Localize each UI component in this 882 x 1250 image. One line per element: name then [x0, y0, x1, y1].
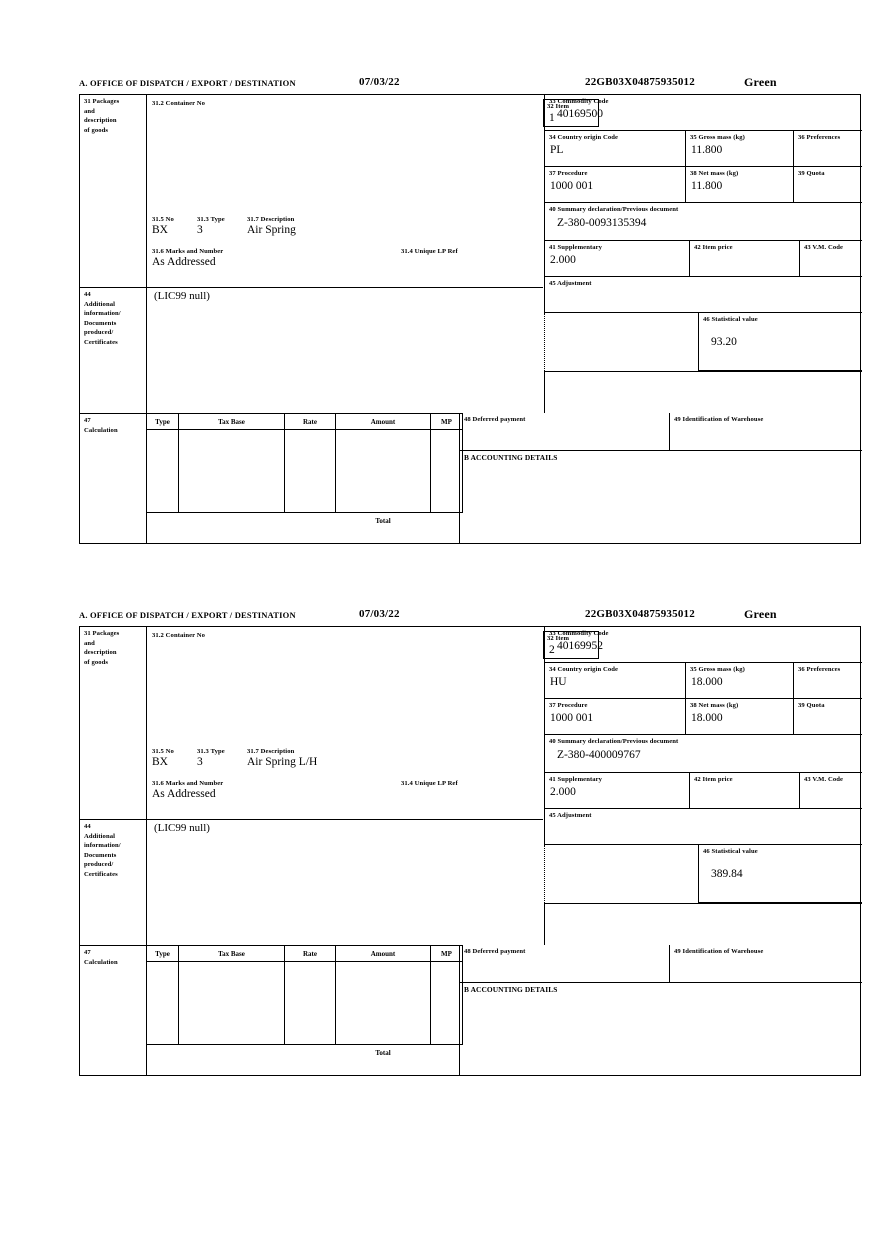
- box41-value: 2.000: [550, 253, 576, 266]
- boxB-label: B ACCOUNTING DETAILS: [464, 453, 558, 462]
- box46-statistical-value: [698, 845, 862, 903]
- box31-type-value: 3: [197, 756, 203, 768]
- box46-left-blank: [544, 313, 698, 371]
- cell-tax-base: [179, 430, 285, 513]
- box37-label: 37 Procedure: [549, 170, 588, 177]
- box49-warehouse-id: [669, 413, 862, 451]
- box45-label: 45 Adjustment: [549, 280, 592, 287]
- box31-description-value: Air Spring: [247, 224, 296, 236]
- box38-label: 38 Net mass (kg): [690, 170, 739, 177]
- box31-container-label: 31.2 Container No: [152, 100, 206, 107]
- col-rate: Rate: [285, 946, 336, 962]
- box33-value: 40169500: [557, 107, 603, 120]
- box42-value: [690, 785, 799, 788]
- box44-value: (LIC99 null): [154, 822, 210, 834]
- box33-label: 33 Commodity Code: [549, 98, 609, 105]
- movement-reference-number: 22GB03X04875935012: [585, 608, 695, 620]
- box45-adjustment: [544, 277, 862, 313]
- box39-quota: [794, 167, 862, 203]
- box35-value: 11.800: [691, 143, 723, 156]
- box37-procedure: [544, 167, 686, 203]
- cell-type: [147, 430, 179, 513]
- box39-quota: [794, 699, 862, 735]
- box33-commodity-code: [544, 95, 862, 131]
- boxB-value: [460, 464, 862, 467]
- box38-label: 38 Net mass (kg): [690, 702, 739, 709]
- box34-value: PL: [550, 143, 564, 156]
- movement-reference-number: 22GB03X04875935012: [585, 76, 695, 88]
- box49-value: [670, 957, 862, 960]
- form-header: [79, 75, 863, 94]
- box31-marks-label: 31.6 Marks and Number: [152, 780, 224, 787]
- box40-label: 40 Summary declaration/Previous document: [549, 206, 679, 213]
- cell-rate: [285, 430, 336, 513]
- box34-country-origin: [544, 131, 686, 167]
- box46-left-rule: [544, 903, 545, 945]
- box32-label: 32 Item: [547, 635, 570, 642]
- box47-calculation-table: [146, 413, 459, 543]
- box47-calculation-table: [146, 945, 459, 1075]
- declaration-date: 07/03/22: [359, 608, 400, 620]
- box32-label: 32 Item: [547, 103, 570, 110]
- boxB-accounting-details: [459, 451, 862, 543]
- table-row: [147, 962, 463, 1045]
- box45-adjustment: [544, 809, 862, 845]
- box46-left-blank: [544, 845, 698, 903]
- box36-label: 36 Preferences: [798, 134, 841, 141]
- box42-item-price: [690, 241, 800, 277]
- box44-label: 44 Additional information/ Documents produced/ Certificates: [80, 819, 146, 945]
- box46-bottom-rule: [544, 371, 862, 372]
- box39-label: 39 Quota: [798, 702, 825, 709]
- box42-label: 42 Item price: [694, 776, 733, 783]
- box41-supplementary: [544, 241, 690, 277]
- box40-label: 40 Summary declaration/Previous document: [549, 738, 679, 745]
- copy-colour-label: Green: [744, 75, 777, 89]
- box49-warehouse-id: [669, 945, 862, 983]
- box31-description-label: 31.7 Description: [247, 748, 295, 755]
- box40-previous-document: [544, 203, 862, 241]
- box45-value: [545, 821, 862, 824]
- box46-dotted-divider: [544, 845, 545, 903]
- box31-label: 31 Packages and description of goods: [84, 98, 120, 134]
- box32-value: 1: [549, 111, 555, 124]
- cell-rate: [285, 962, 336, 1045]
- box31-no-value: BX: [152, 224, 168, 236]
- total-label: Total: [336, 1045, 431, 1062]
- box43-vm-code: [800, 241, 862, 277]
- table-header-row: [147, 414, 463, 430]
- box31-no-label: 31.5 No: [152, 748, 174, 755]
- box43-label: 43 V.M. Code: [804, 244, 844, 251]
- box40-value: Z-380-400009767: [557, 748, 641, 761]
- cell-mp: [431, 430, 463, 513]
- total-blank: [147, 1045, 336, 1062]
- box42-value: [690, 253, 799, 256]
- box40-previous-document: [544, 735, 862, 773]
- box37-procedure: [544, 699, 686, 735]
- box35-value: 18.000: [691, 675, 723, 688]
- box36-value: [794, 675, 862, 678]
- box43-vm-code: [800, 773, 862, 809]
- box41-supplementary: [544, 773, 690, 809]
- table-total-row: [147, 1045, 463, 1062]
- table-header-row: [147, 946, 463, 962]
- box31-marks-value: As Addressed: [152, 788, 216, 800]
- total-value: [431, 1045, 463, 1062]
- box46-bottom-rule: [544, 903, 862, 904]
- box46-label: 46 Statistical value: [703, 316, 758, 323]
- office-of-dispatch-label: A. OFFICE OF DISPATCH / EXPORT / DESTINATION: [79, 610, 296, 620]
- box44-area: [146, 819, 543, 945]
- box41-label: 41 Supplementary: [549, 776, 603, 783]
- box48-value: [460, 957, 669, 960]
- box44-top-rule: [146, 819, 543, 820]
- box31-marks-value: As Addressed: [152, 256, 216, 268]
- box35-gross-mass: [686, 131, 794, 167]
- box31-packages-area: [146, 95, 543, 287]
- box48-value: [460, 425, 669, 428]
- box37-label: 37 Procedure: [549, 702, 588, 709]
- box43-label: 43 V.M. Code: [804, 776, 844, 783]
- table-row: [147, 430, 463, 513]
- cell-mp: [431, 962, 463, 1045]
- form-body: [79, 626, 861, 1076]
- col-type: Type: [147, 946, 179, 962]
- box46-label: 46 Statistical value: [703, 848, 758, 855]
- box43-value: [800, 785, 862, 788]
- box48-deferred-payment: [459, 413, 669, 451]
- box31-marks-label: 31.6 Marks and Number: [152, 248, 224, 255]
- box36-preferences: [794, 663, 862, 699]
- box33-commodity-code: [544, 627, 862, 663]
- cell-amount: [336, 962, 431, 1045]
- box39-value: [794, 711, 862, 714]
- box31-no-value: BX: [152, 756, 168, 768]
- cell-tax-base: [179, 962, 285, 1045]
- box35-label: 35 Gross mass (kg): [690, 666, 745, 673]
- box36-value: [794, 143, 862, 146]
- col-rate: Rate: [285, 414, 336, 430]
- box34-country-origin: [544, 663, 686, 699]
- col-mp: MP: [431, 414, 463, 430]
- box31-description-label: 31.7 Description: [247, 216, 295, 223]
- box33-label: 33 Commodity Code: [549, 630, 609, 637]
- box44-value: (LIC99 null): [154, 290, 210, 302]
- boxB-value: [460, 996, 862, 999]
- col-mp: MP: [431, 946, 463, 962]
- box38-net-mass: [686, 699, 794, 735]
- cell-type: [147, 962, 179, 1045]
- box44-label: 44 Additional information/ Documents produced/ Certificates: [80, 287, 146, 413]
- box46-value: 389.84: [711, 867, 743, 880]
- box45-label: 45 Adjustment: [549, 812, 592, 819]
- box41-value: 2.000: [550, 785, 576, 798]
- box47-label: 47 Calculation: [80, 413, 146, 543]
- box39-label: 39 Quota: [798, 170, 825, 177]
- box31-lp-ref-label: 31.4 Unique LP Ref: [401, 780, 458, 787]
- declaration-date: 07/03/22: [359, 76, 400, 88]
- total-blank: [147, 513, 336, 530]
- col-amount: Amount: [336, 414, 431, 430]
- customs-declaration-form-2: [79, 607, 863, 1076]
- box36-preferences: [794, 131, 862, 167]
- box49-value: [670, 425, 862, 428]
- box38-net-mass: [686, 167, 794, 203]
- box42-item-price: [690, 773, 800, 809]
- box31-type-value: 3: [197, 224, 203, 236]
- box31-lp-ref-label: 31.4 Unique LP Ref: [401, 248, 458, 255]
- table-total-row: [147, 513, 463, 530]
- box33-value: 40169952: [557, 639, 603, 652]
- box43-value: [800, 253, 862, 256]
- box35-label: 35 Gross mass (kg): [690, 134, 745, 141]
- box38-value: 11.800: [691, 179, 723, 192]
- total-value: [431, 513, 463, 530]
- box49-label: 49 Identification of Warehouse: [674, 948, 764, 955]
- calculation-table: [146, 413, 463, 529]
- col-amount: Amount: [336, 946, 431, 962]
- box34-value: HU: [550, 675, 567, 688]
- calculation-table: [146, 945, 463, 1061]
- office-of-dispatch-label: A. OFFICE OF DISPATCH / EXPORT / DESTINATION: [79, 78, 296, 88]
- box35-gross-mass: [686, 663, 794, 699]
- box44-area: [146, 287, 543, 413]
- form-body: [79, 94, 861, 544]
- box31-no-label: 31.5 No: [152, 216, 174, 223]
- form-header: [79, 607, 863, 626]
- box37-value: 1000 001: [550, 711, 594, 724]
- boxB-accounting-details: [459, 983, 862, 1075]
- boxB-label: B ACCOUNTING DETAILS: [464, 985, 558, 994]
- box36-label: 36 Preferences: [798, 666, 841, 673]
- box45-value: [545, 289, 862, 292]
- box48-deferred-payment: [459, 945, 669, 983]
- box46-statistical-value: [698, 313, 862, 371]
- box48-label: 48 Deferred payment: [464, 948, 526, 955]
- box38-value: 18.000: [691, 711, 723, 724]
- box37-value: 1000 001: [550, 179, 594, 192]
- box46-value: 93.20: [711, 335, 737, 348]
- box31-label: 31 Packages and description of goods: [84, 630, 120, 666]
- box48-label: 48 Deferred payment: [464, 416, 526, 423]
- box31-packages-area: [146, 627, 543, 819]
- box31-container-label: 31.2 Container No: [152, 632, 206, 639]
- box32-value: 2: [549, 643, 555, 656]
- col-type: Type: [147, 414, 179, 430]
- cell-amount: [336, 430, 431, 513]
- box34-label: 34 Country origin Code: [549, 666, 619, 673]
- box39-value: [794, 179, 862, 182]
- total-label: Total: [336, 513, 431, 530]
- box47-label: 47 Calculation: [80, 945, 146, 1075]
- customs-declaration-form-1: [79, 75, 863, 544]
- box46-left-rule: [544, 371, 545, 413]
- col-tax-base: Tax Base: [179, 946, 285, 962]
- box46-dotted-divider: [544, 313, 545, 371]
- box44-top-rule: [146, 287, 543, 288]
- box31-type-label: 31.3 Type: [197, 216, 225, 223]
- col-tax-base: Tax Base: [179, 414, 285, 430]
- box31-description-value: Air Spring L/H: [247, 756, 318, 768]
- copy-colour-label: Green: [744, 607, 777, 621]
- box34-label: 34 Country origin Code: [549, 134, 619, 141]
- box42-label: 42 Item price: [694, 244, 733, 251]
- box40-value: Z-380-0093135394: [557, 216, 647, 229]
- box49-label: 49 Identification of Warehouse: [674, 416, 764, 423]
- box41-label: 41 Supplementary: [549, 244, 603, 251]
- box31-type-label: 31.3 Type: [197, 748, 225, 755]
